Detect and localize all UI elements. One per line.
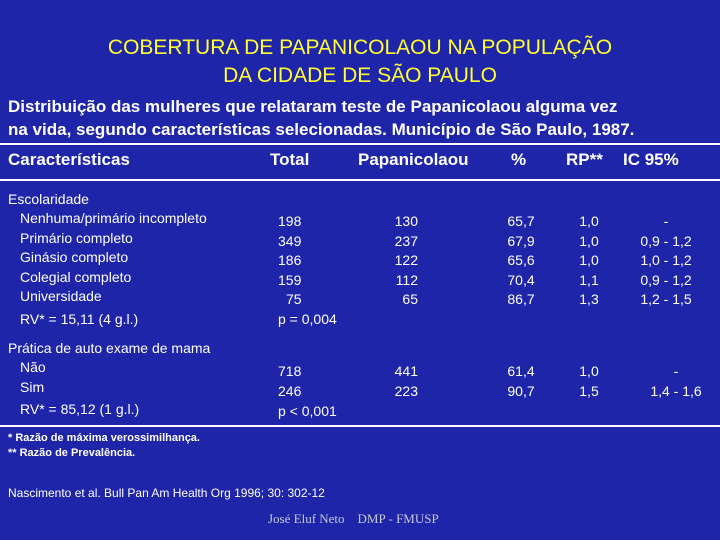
group-autoexame-percent <box>496 362 546 401</box>
title-line-2: DA CIDADE DE SÃO PAULO <box>223 64 497 87</box>
row-label: Nenhuma/primário incompleto <box>20 210 207 226</box>
footnote-rp: ** Razão de Prevalência. <box>8 447 136 459</box>
row-label: Colegial completo <box>20 268 132 285</box>
row-label: Primário completo <box>20 229 133 246</box>
papanicolaou-cell: 223 <box>394 382 418 399</box>
group-escolaridade-rp <box>566 212 612 310</box>
papanicolaou-cell: 130 <box>394 213 418 229</box>
header-total: Total <box>270 150 310 169</box>
total-cell: 186 <box>278 252 302 269</box>
percent-cell: 61,4 <box>507 363 535 379</box>
group-autoexame-rp <box>566 362 612 401</box>
rp-cell: 1,3 <box>579 291 599 308</box>
percent-cell: 70,4 <box>507 271 535 288</box>
row-label: Não <box>20 359 46 375</box>
footnotes <box>8 431 200 461</box>
group-escolaridade-p: p = 0,004 <box>278 311 337 327</box>
subtitle-line-2: na vida, segundo características selecionadas. Município de São Paulo, 1987. <box>8 120 635 139</box>
total-cell: 349 <box>278 232 302 249</box>
header-characteristics: Características <box>8 150 130 169</box>
group-autoexame-p: p < 0,001 <box>278 403 337 419</box>
total-cell: 246 <box>278 382 302 399</box>
row-label: Sim <box>20 378 45 395</box>
footnote-rv: * Razão de máxima verossimilhança. <box>8 432 200 444</box>
rp-cell: 1,0 <box>579 363 599 379</box>
slide-title <box>0 34 720 90</box>
papanicolaou-cell: 112 <box>395 271 418 288</box>
group-escolaridade-percent <box>496 212 546 310</box>
header-ic: IC 95% <box>623 150 679 169</box>
rp-cell: 1,1 <box>579 271 599 288</box>
group-escolaridade-total <box>278 212 318 310</box>
slide-subtitle <box>8 95 720 141</box>
total-cell: 75 <box>286 291 302 308</box>
row-label: Ginásio completo <box>20 249 129 266</box>
papanicolaou-cell: 441 <box>394 363 418 379</box>
group-escolaridade-papanicolaou <box>378 212 418 310</box>
ic-cell: 1,4 - 1,6 <box>650 382 702 399</box>
group-escolaridade-ic <box>626 212 706 310</box>
table-bottom-rule <box>0 425 720 427</box>
table-header-rule <box>0 179 720 181</box>
group-escolaridade-labels <box>20 209 207 307</box>
header-percent: % <box>511 150 527 169</box>
title-line-1: COBERTURA DE PAPANICOLAOU NA POPULAÇÃO <box>107 36 613 59</box>
group-escolaridade-rv: RV* = 15,11 (4 g.l.) <box>20 311 139 327</box>
percent-cell: 67,9 <box>507 232 535 249</box>
papanicolaou-cell: 237 <box>394 232 418 249</box>
papanicolaou-cell: 122 <box>394 252 418 269</box>
ic-cell: 1,0 - 1,2 <box>640 252 692 269</box>
group-autoexame-total <box>278 362 301 401</box>
total-cell: 198 <box>278 213 302 229</box>
group-escolaridade-title: Escolaridade <box>8 191 89 207</box>
ic-cell: - <box>673 363 679 379</box>
total-cell: 718 <box>278 363 302 379</box>
rp-cell: 1,0 <box>579 252 599 269</box>
ic-cell: 1,2 - 1,5 <box>640 291 692 308</box>
papanicolaou-cell: 65 <box>402 291 418 308</box>
group-autoexame-rv: RV* = 85,12 (1 g.l.) <box>20 401 140 417</box>
percent-cell: 86,7 <box>507 291 535 308</box>
percent-cell: 90,7 <box>507 382 535 399</box>
percent-cell: 65,7 <box>507 213 535 229</box>
rp-cell: 1,0 <box>579 232 599 249</box>
group-autoexame-papanicolaou <box>378 362 418 401</box>
total-cell: 159 <box>278 271 302 288</box>
subtitle-line-1: Distribuição das mulheres que relataram teste de Papanicolaou alguma vez <box>8 97 618 116</box>
table-top-rule <box>0 143 720 145</box>
group-autoexame-labels <box>20 358 46 397</box>
header-rp: RP** <box>566 150 603 169</box>
header-papanicolaou: Papanicolaou <box>358 150 469 169</box>
rp-cell: 1,5 <box>579 382 599 399</box>
row-label: Universidade <box>20 288 102 305</box>
reference-citation: Nascimento et al. Bull Pan Am Health Org 1996; 30: 302-12 <box>8 486 325 500</box>
rp-cell: 1,0 <box>579 213 599 229</box>
percent-cell: 65,6 <box>507 252 535 269</box>
ic-cell: - <box>663 213 669 229</box>
author-signature: José Eluf Neto DMP - FMUSP <box>268 511 439 526</box>
ic-cell: 0,9 - 1,2 <box>640 232 692 249</box>
group-autoexame-title: Prática de auto exame de mama <box>8 340 211 356</box>
ic-cell: 0,9 - 1,2 <box>640 271 692 288</box>
group-autoexame-ic <box>636 362 716 401</box>
